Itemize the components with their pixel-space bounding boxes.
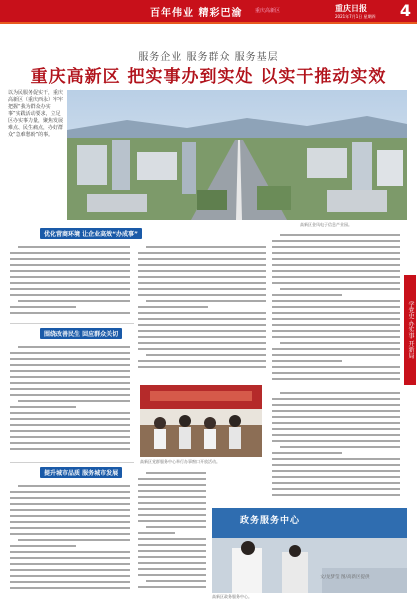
section-heading-3: 提升城市品质 服务城市发展 <box>40 467 122 478</box>
section-1-body-col2 <box>138 244 266 374</box>
kicker: 服务企业 服务群众 服务基层 <box>138 52 279 63</box>
section-3-body-col1 <box>10 483 130 593</box>
top-photo-caption: 高新区金凤电子信息产业园。 <box>300 222 352 227</box>
section-2-body-col1 <box>10 344 130 456</box>
masthead <box>0 0 417 22</box>
intro-note: 以为民服务促实干，重庆高新区（重庆西永）牢牢把握“我为群众办实事”实践活动要求，立足区办实事力量，聚焦发展难点、民生痛点，办好群众“急难愁盼”的事。 <box>8 90 64 138</box>
text-line <box>138 364 266 370</box>
mid-photo-caption: 高新区党群服务中心举行办事窗口开放活动。 <box>140 459 220 464</box>
byline: 文/龙梦莹 图/高新区提供 <box>320 575 370 580</box>
masthead-stripe <box>0 22 417 24</box>
paper-logo: 重庆日报 <box>335 3 367 13</box>
divider <box>10 323 134 324</box>
aerial-city-photo <box>67 90 407 220</box>
section-1-body-col1 <box>10 244 130 320</box>
section-3-body-col2 <box>138 470 206 593</box>
divider <box>10 462 134 463</box>
text-line <box>10 585 130 591</box>
masthead-subtitle: 重庆高新区 <box>255 8 281 14</box>
meeting-photo <box>140 385 262 457</box>
section-heading-2: 围绕改善民生 回应群众关切 <box>40 328 122 339</box>
section-2-body-col3 <box>272 390 400 500</box>
bottom-photo-caption: 高新区政务服务中心。 <box>212 594 252 599</box>
text-line <box>138 584 206 590</box>
masthead-title: 百年伟业 精彩巴渝 <box>150 8 243 19</box>
text-line <box>10 310 130 316</box>
text-line <box>272 492 400 498</box>
text-line <box>10 446 130 452</box>
section-1-body-col3 <box>272 232 400 382</box>
headline: 重庆高新区 把实事办到实处 以实干推动实效 <box>30 67 387 87</box>
text-line <box>272 376 400 382</box>
issue-date: 2021年7月1日 星期四 <box>335 14 376 19</box>
page-number: 4 <box>399 1 411 20</box>
bottom-photo-sign: 政务服务中心 <box>240 516 301 526</box>
section-heading-1: 优化营商环境 让企业高效“办成事” <box>40 228 142 239</box>
side-label: 学党史 办实事 开新局 <box>404 275 416 385</box>
